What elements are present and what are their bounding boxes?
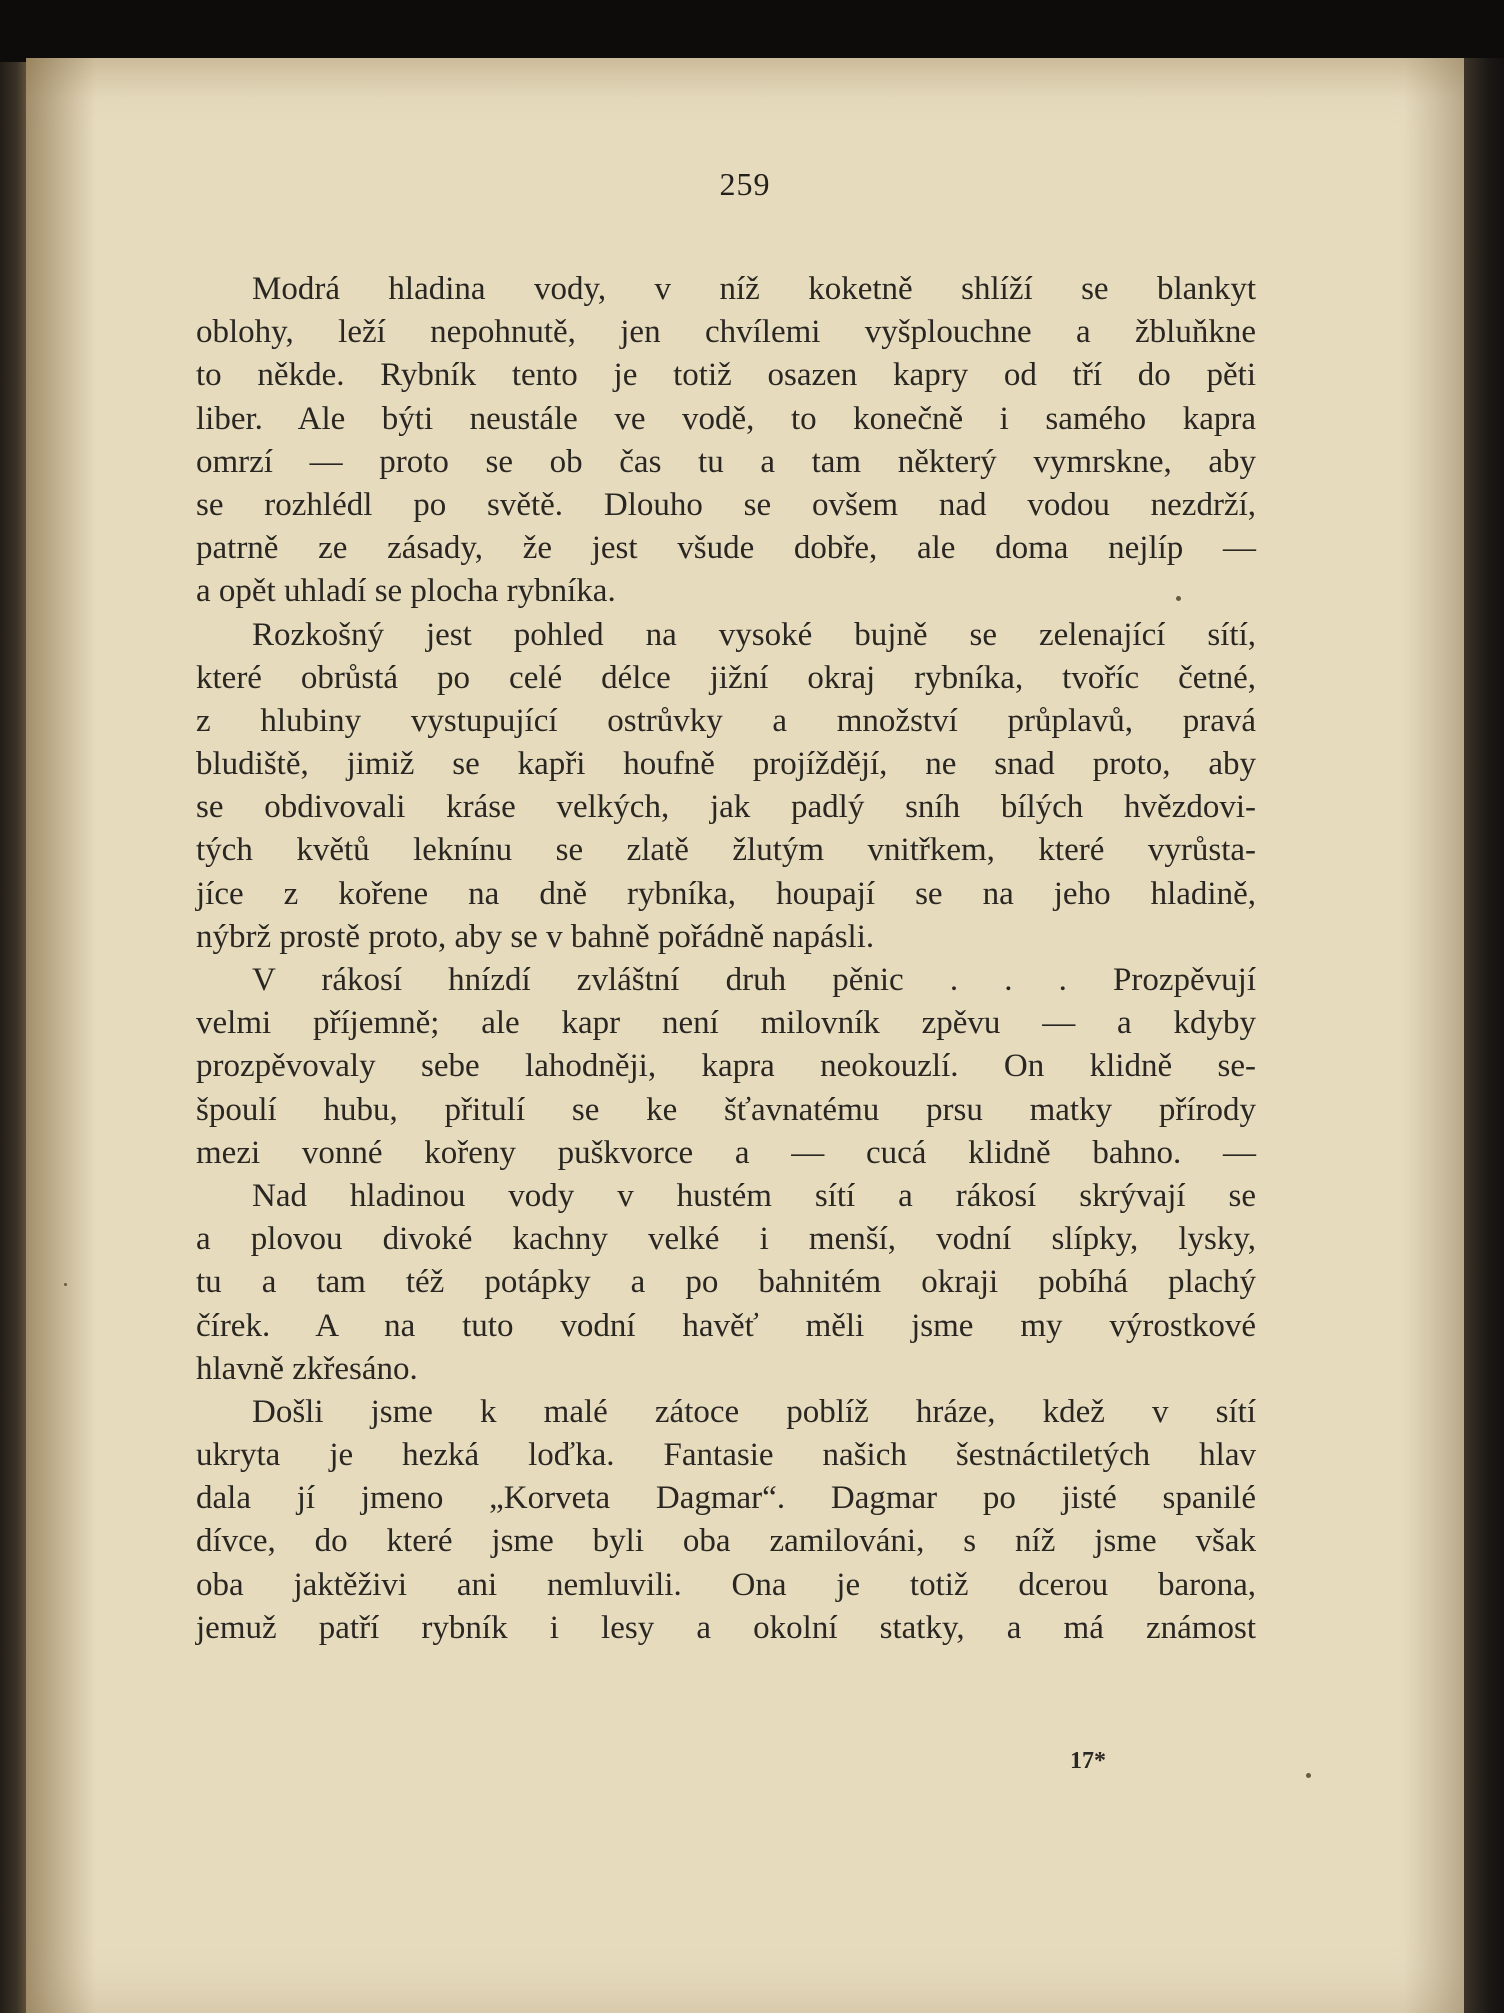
text-line: jemuž patří rybník i lesy a okolní statky, a má známost xyxy=(196,1609,1256,1646)
text-line: bludiště, jimiž se kapři houfně projíždějí, ne snad proto, aby xyxy=(196,746,1256,783)
text-line: Rozkošný jest pohled na vysoké bujně se zelenající sítí, xyxy=(252,616,1256,653)
text-line: Modrá hladina vody, v níž koketně shlíží se blankyt xyxy=(252,271,1256,307)
text-line: prozpěvovaly sebe lahodněji, kapra neokouzlí. On klidně se- xyxy=(196,1048,1256,1085)
printer-signature-mark: 17* xyxy=(1070,1748,1106,1774)
text-line: a opět uhladí se plocha rybníka. xyxy=(196,573,616,610)
text-line: které obrůstá po celé délce jižní okraj rybníka, tvoříc četné, xyxy=(196,659,1256,696)
text-line: jíce z kořene na dně rybníka, houpají se na jeho hladině, xyxy=(196,875,1256,912)
text-line: hlavně zkřesáno. xyxy=(196,1350,418,1387)
paper-speck xyxy=(1176,596,1181,601)
text-line: z hlubiny vystupující ostrůvky a množství průplavů, pravá xyxy=(196,702,1256,739)
text-line: to někde. Rybník tento je totiž osazen kapry od tří do pěti xyxy=(196,357,1256,394)
text-line: omrzí — proto se ob čas tu a tam některý vymrskne, aby xyxy=(196,443,1256,480)
text-line: tu a tam též potápky a po bahnitém okraji pobíhá plachý xyxy=(196,1264,1256,1301)
text-line: liber. Ale býti neustále ve vodě, to konečně i samého kapra xyxy=(196,400,1256,437)
text-line: Nad hladinou vody v hustém sítí a rákosí skrývají se xyxy=(252,1177,1256,1214)
text-line: mezi vonné kořeny puškvorce a — cucá klidně bahno. — xyxy=(196,1134,1256,1171)
scan-top-border xyxy=(0,0,1504,62)
text-line: se rozhlédl po světě. Dlouho se ovšem nad vodou nezdrží, xyxy=(196,486,1256,523)
text-line: oblohy, leží nepohnutě, jen chvílemi vyšplouchne a žbluňkne xyxy=(196,314,1256,351)
text-line: V rákosí hnízdí zvláštní druh pěnic . . . Prozpěvují xyxy=(252,962,1256,998)
text-line: nýbrž prostě proto, aby se v bahně pořádně napásli. xyxy=(196,918,875,955)
page-number: 259 xyxy=(719,166,771,202)
text-line: dívce, do které jsme byli oba zamilováni, s níž jsme však xyxy=(196,1523,1256,1560)
text-line: se obdivovali kráse velkých, jak padlý sníh bílých hvězdovi- xyxy=(196,789,1256,826)
text-line: patrně ze zásady, že jest všude dobře, ale doma nejlíp — xyxy=(196,530,1256,567)
text-line: ukryta je hezká loďka. Fantasie našich šestnáctiletých hlav xyxy=(196,1437,1256,1474)
text-line: Došli jsme k malé zátoce poblíž hráze, kdež v sítí xyxy=(252,1393,1256,1430)
text-line: čírek. A na tuto vodní havěť měli jsme my výrostkové xyxy=(196,1307,1256,1344)
text-line: a plovou divoké kachny velké i menší, vodní slípky, lysky, xyxy=(196,1221,1256,1258)
scan-right-border xyxy=(1464,58,1504,2013)
text-line: velmi příjemně; ale kapr není milovník zpěvu — a kdyby xyxy=(196,1005,1256,1042)
paper-speck xyxy=(1306,1773,1311,1778)
text-line: tých květů leknínu se zlatě žlutým vnitřkem, které vyrůsta- xyxy=(196,832,1256,869)
book-page xyxy=(26,58,1464,2013)
body-text xyxy=(196,268,1256,1650)
text-line: špoulí hubu, přitulí se ke šťavnatému prsu matky přírody xyxy=(196,1091,1256,1128)
text-line: oba jaktěživi ani nemluvili. Ona je totiž dcerou barona, xyxy=(196,1566,1256,1603)
text-line: dala jí jmeno „Korveta Dagmar“. Dagmar po jisté spanilé xyxy=(196,1480,1256,1517)
paper-speck xyxy=(64,1283,67,1286)
